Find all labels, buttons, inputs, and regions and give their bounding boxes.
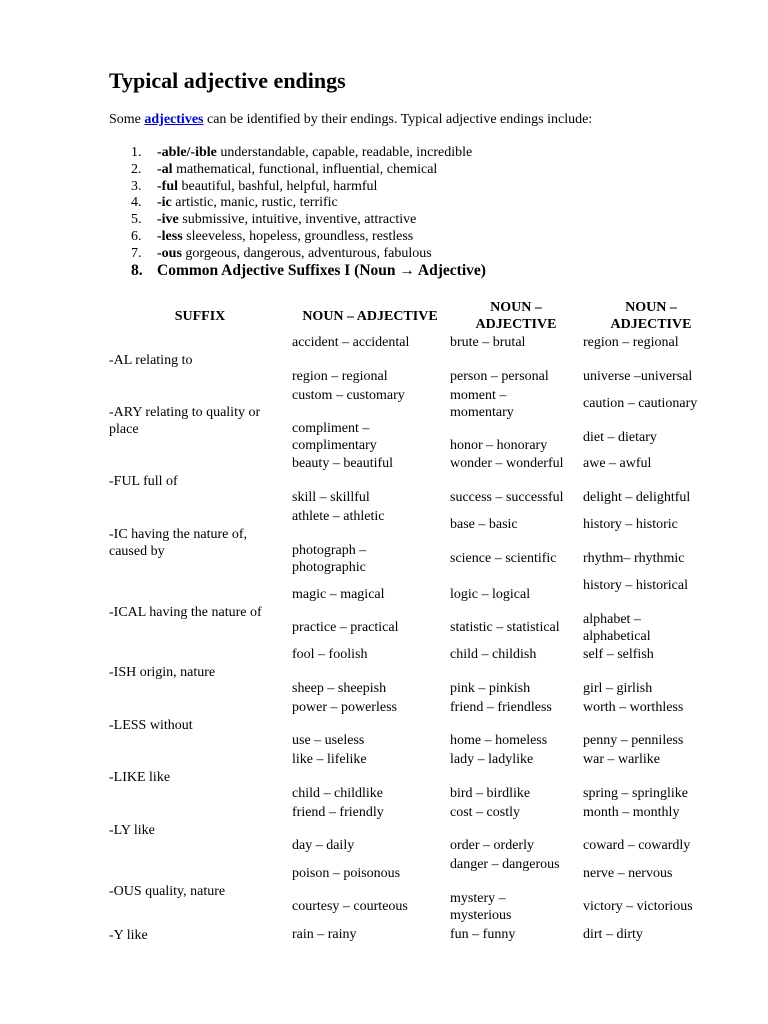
- table-cell: region – regional: [292, 369, 388, 384]
- page-title: Typical adjective endings: [109, 68, 346, 93]
- table-cell: region – regional: [583, 335, 679, 350]
- suffix-term: -ic: [157, 195, 172, 211]
- table-cell: logic – logical: [450, 587, 531, 602]
- table-cell: spring – springlike: [583, 786, 688, 801]
- table-cell: friend – friendless: [450, 700, 552, 715]
- list-item: [109, 195, 472, 212]
- table-cell: wonder – wonderful: [450, 456, 564, 471]
- table-cell: custom – customary: [292, 388, 405, 403]
- table-cell: bird – birdlike: [450, 786, 531, 801]
- table-cell: danger – dangerous: [450, 857, 560, 872]
- adjectives-link[interactable]: adjectives: [144, 112, 204, 127]
- suffix-examples: gorgeous, dangerous, adventurous, fabulous: [181, 245, 432, 261]
- table-cell: fool – foolish: [292, 647, 368, 662]
- header-suffix: SUFFIX: [174, 309, 226, 324]
- table-cell: magic – magical: [292, 587, 385, 602]
- suffix-label-ly: -LY like: [109, 823, 155, 838]
- table-cell: day – daily: [292, 838, 355, 853]
- table-cell: courtesy – courteous: [292, 899, 408, 914]
- table-cell: mystery – mysterious: [450, 891, 512, 923]
- list-number: 3.: [131, 178, 142, 194]
- suffix-examples: sleeveless, hopeless, groundless, restless: [182, 228, 414, 244]
- list-number: 7.: [131, 245, 142, 261]
- list-item: [109, 162, 472, 179]
- table-cell: athlete – athletic: [292, 509, 385, 524]
- list-number: 1.: [131, 145, 142, 160]
- table-cell: history – historical: [583, 578, 688, 593]
- suffix-label-ary: -ARY relating to quality or place: [109, 405, 261, 437]
- suffix-term: -ful: [157, 178, 178, 194]
- table-cell: science – scientific: [450, 551, 557, 566]
- table-cell: rain – rainy: [292, 927, 357, 942]
- list-number: 5.: [131, 212, 142, 228]
- table-cell: cost – costly: [450, 805, 520, 820]
- suffix-label-ish: -ISH origin, nature: [109, 665, 216, 680]
- header-noun-adjective-1: NOUN – ADJECTIVE: [302, 309, 438, 324]
- table-cell: delight – delightful: [583, 490, 691, 505]
- table-cell: home – homeless: [450, 733, 548, 748]
- suffix-term: -less: [157, 228, 183, 244]
- table-cell: caution – cautionary: [583, 396, 698, 411]
- table-cell: power – powerless: [292, 700, 397, 715]
- table-cell: photograph – photographic: [292, 543, 367, 575]
- suffix-label-like: -LIKE like: [109, 770, 171, 785]
- suffix-examples: understandable, capable, readable, incredible: [216, 145, 473, 160]
- table-cell: friend – friendly: [292, 805, 384, 820]
- suffix-examples: submissive, intuitive, inventive, attractive: [178, 212, 417, 228]
- suffix-term: -ive: [157, 212, 179, 228]
- table-cell: worth – worthless: [583, 700, 684, 715]
- list-item: [109, 145, 472, 162]
- suffix-label-ous: -OUS quality, nature: [109, 884, 226, 899]
- table-cell: use – useless: [292, 733, 365, 748]
- table-cell: diet – dietary: [583, 430, 657, 445]
- table-cell: rhythm– rhythmic: [583, 551, 685, 566]
- list-item: [109, 212, 472, 229]
- table-cell: universe –universal: [583, 369, 693, 384]
- suffix-examples: beautiful, bashful, helpful, harmful: [178, 178, 378, 194]
- table-cell: statistic – statistical: [450, 620, 560, 635]
- suffix-term: -ous: [157, 245, 182, 261]
- table-cell: base – basic: [450, 517, 518, 532]
- suffix-label-y: -Y like: [109, 928, 148, 943]
- table-cell: pink – pinkish: [450, 681, 531, 696]
- table-cell: awe – awful: [583, 456, 652, 471]
- intro-text-after: can be identified by their endings. Typical adjective endings include:: [203, 112, 593, 127]
- table-cell: child – childish: [450, 647, 537, 662]
- suffix-label-less: -LESS without: [109, 718, 193, 733]
- table-cell: person – personal: [450, 369, 549, 384]
- table-cell: alphabet – alphabetical: [583, 612, 651, 644]
- table-cell: girl – girlish: [583, 681, 653, 696]
- table-cell: victory – victorious: [583, 899, 693, 914]
- list-item: [109, 246, 472, 263]
- header-noun-adjective-2: NOUN – ADJECTIVE: [475, 300, 557, 332]
- suffix-label-ical: -ICAL having the nature of: [109, 605, 262, 620]
- suffix-label-ful: -FUL full of: [109, 474, 178, 489]
- endings-list: [109, 145, 472, 263]
- table-cell: like – lifelike: [292, 752, 367, 767]
- table-cell: success – successful: [450, 490, 564, 505]
- table-cell: skill – skillful: [292, 490, 370, 505]
- table-cell: dirt – dirty: [583, 927, 643, 942]
- intro-text-before: Some: [109, 112, 145, 127]
- suffix-term: -able/-ible: [157, 145, 217, 160]
- table-cell: penny – penniless: [583, 733, 684, 748]
- suffix-examples: mathematical, functional, influential, chemical: [172, 161, 438, 177]
- list-number: 4.: [131, 195, 142, 211]
- table-cell: order – orderly: [450, 838, 534, 853]
- table-cell: fun – funny: [450, 927, 516, 942]
- list-item: [109, 229, 472, 246]
- section-heading: [131, 262, 486, 280]
- suffix-label-al: -AL relating to: [109, 353, 193, 368]
- list-number: 2.: [131, 161, 142, 177]
- suffix-term: -al: [157, 161, 173, 177]
- table-cell: moment – momentary: [450, 388, 514, 420]
- table-cell: practice – practical: [292, 620, 399, 635]
- table-cell: brute – brutal: [450, 335, 526, 350]
- table-cell: poison – poisonous: [292, 866, 401, 881]
- table-cell: compliment – complimentary: [292, 421, 377, 453]
- table-cell: war – warlike: [583, 752, 660, 767]
- table-cell: child – childlike: [292, 786, 383, 801]
- list-number: 6.: [131, 228, 142, 244]
- list-item: [109, 179, 472, 196]
- suffix-examples: artistic, manic, rustic, terrific: [171, 195, 338, 211]
- section-number: 8.: [131, 262, 143, 279]
- table-cell: self – selfish: [583, 647, 654, 662]
- table-cell: honor – honorary: [450, 438, 548, 453]
- table-cell: month – monthly: [583, 805, 680, 820]
- table-cell: nerve – nervous: [583, 866, 673, 881]
- table-cell: sheep – sheepish: [292, 681, 387, 696]
- section-title: Common Adjective Suffixes I (Noun → Adjective): [157, 262, 486, 279]
- table-cell: beauty – beautiful: [292, 456, 394, 471]
- table-cell: accident – accidental: [292, 335, 410, 350]
- table-cell: lady – ladylike: [450, 752, 534, 767]
- intro-paragraph: [109, 111, 592, 129]
- table-cell: history – historic: [583, 517, 678, 532]
- suffix-label-ic: -IC having the nature of, caused by: [109, 527, 248, 559]
- header-noun-adjective-3: NOUN – ADJECTIVE: [610, 300, 692, 332]
- table-cell: coward – cowardly: [583, 838, 691, 853]
